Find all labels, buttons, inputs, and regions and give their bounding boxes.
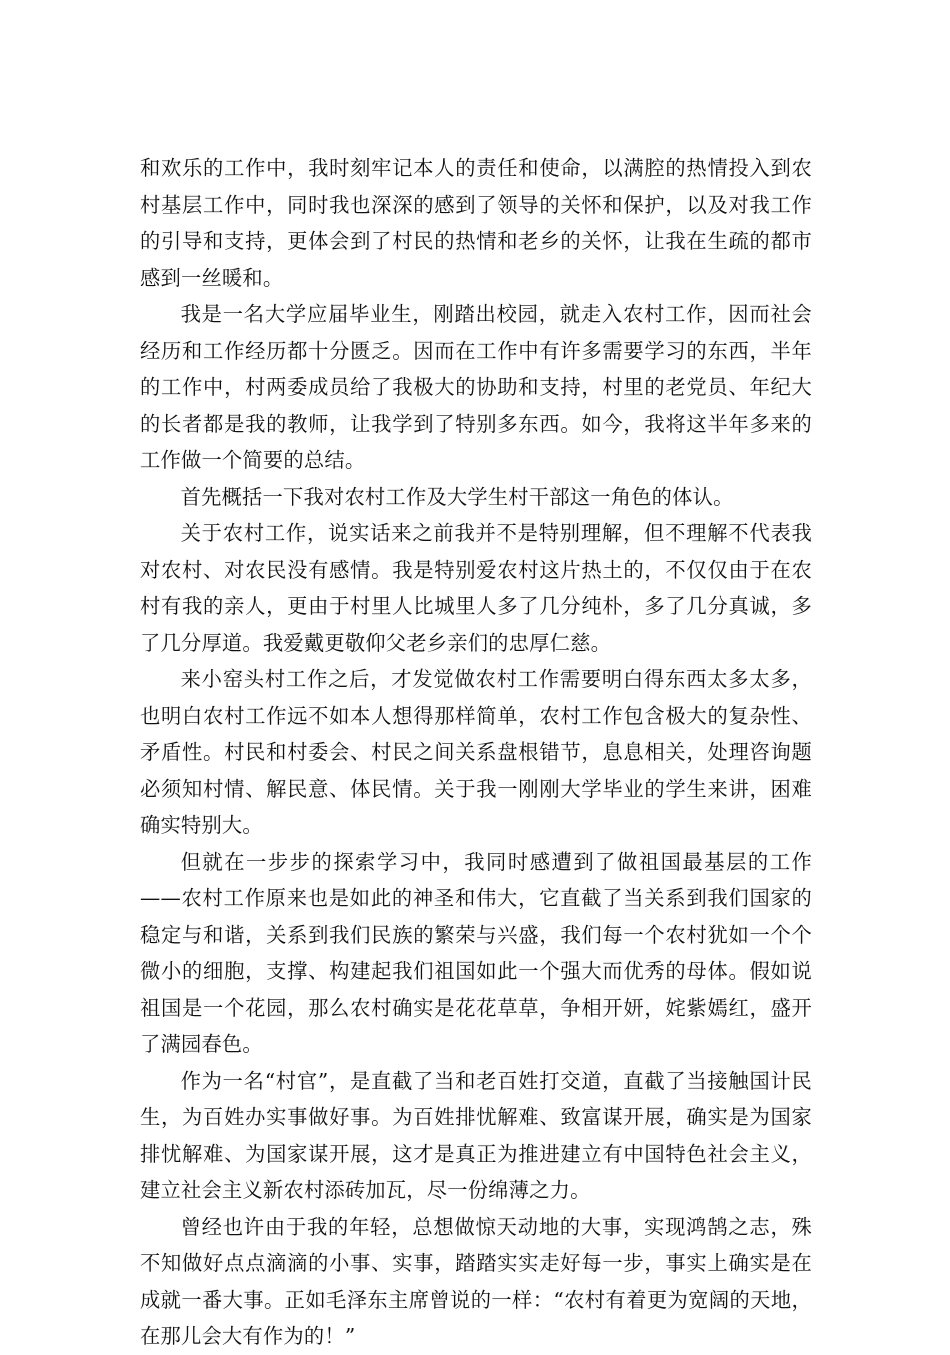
paragraph: 但就在一步步的探索学习中，我同时感遭到了做祖国最基层的工作——农村工作原来也是如此的神圣和伟大，它直截了当关系到我们国家的稳定与和谐，关系到我们民族的繁荣与兴盛，我们每一个农村犹如一个个微小的细胞，支撑、构建起我们祖国如此一个强大而优秀的母体。假如说祖国是一个花园，那么农村确实是花花草草，争相开妍，姹紫嫣红，盛开了满园春色。 — [140, 849, 812, 1056]
document-body — [140, 150, 812, 1355]
paragraph: 关于农村工作，说实话来之前我并不是特别理解，但不理解不代表我对农村、对农民没有感情。我是特别爱农村这片热土的，不仅仅由于在农村有我的亲人，更由于村里人比城里人多了几分纯朴，多了几分真诚，多了几分厚道。我爱戴更敬仰父老乡亲们的忠厚仁慈。 — [140, 521, 812, 655]
paragraph: 首先概括一下我对农村工作及大学生村干部这一角色的体认。 — [180, 484, 734, 509]
paragraph-continued: 和欢乐的工作中，我时刻牢记本人的责任和使命，以满腔的热情投入到农村基层工作中，同时我也深深的感到了领导的关怀和保护，以及对我工作的引导和支持，更体会到了村民的热情和老乡的关怀，让我在生疏的都市感到一丝暖和。 — [140, 156, 812, 290]
paragraph: 作为一名“村官”，是直截了当和老百姓打交道，直截了当接触国计民生，为百姓办实事做好事。为百姓排忧解难、致富谋开展，确实是为国家排忧解难、为国家谋开展，这才是真正为推进建立有中国特色社会主义，建立社会主义新农村添砖加瓦，尽一份绵薄之力。 — [140, 1068, 812, 1202]
paragraph: 曾经也许由于我的年轻，总想做惊天动地的大事，实现鸿鹄之志，殊不知做好点点滴滴的小事、实事，踏踏实实走好每一步，事实上确实是在成就一番大事。正如毛泽东主席曾说的一样：“农村有着更为宽阔的天地，在那儿会大有作为的！” — [140, 1214, 812, 1348]
paragraph: 我是一名大学应届毕业生，刚踏出校园，就走入农村工作，因而社会经历和工作经历都十分匮乏。因而在工作中有许多需要学习的东西，半年的工作中，村两委成员给了我极大的协助和支持，村里的老党员、年纪大的长者都是我的教师，让我学到了特别多东西。如今，我将这半年多来的工作做一个简要的总结。 — [140, 302, 812, 472]
paragraph: 来小窑头村工作之后，才发觉做农村工作需要明白得东西太多太多，也明白农村工作远不如本人想得那样简单，农村工作包含极大的复杂性、矛盾性。村民和村委会、村民之间关系盘根错节，息息相关，处理咨询题必须知村情、解民意、体民情。关于我一刚刚大学毕业的学生来讲，困难确实特别大。 — [140, 667, 812, 837]
